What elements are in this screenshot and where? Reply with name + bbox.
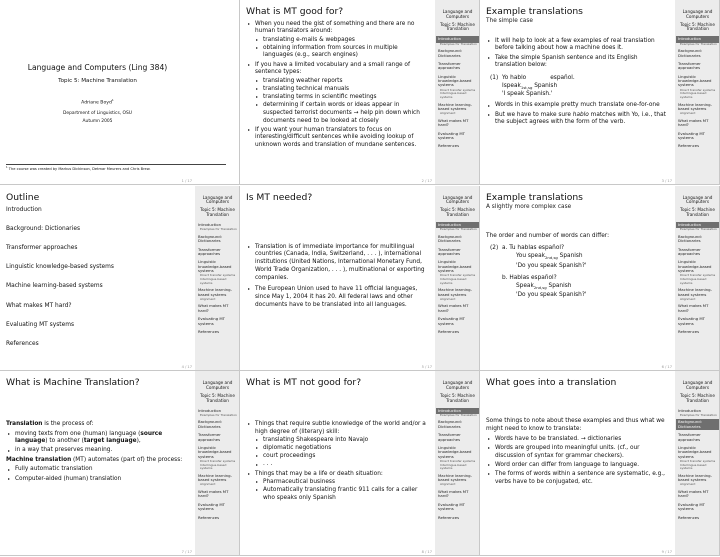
sidebar-header: [196, 196, 239, 218]
department: Department of Linguistics, OSU: [62, 110, 132, 116]
sidebar-header: [436, 381, 479, 403]
sidebar-subsection-link: Examples for Translation: [440, 227, 477, 232]
sidebar-subsection-link: Examples for Translation: [680, 227, 717, 232]
example-intro: The order and number of words can differ:: [486, 232, 610, 239]
gloss-subscript: 2nd,sg: [545, 255, 558, 261]
bullet-item: obtaining information from sources in multiple languages (e.g., search engines): [246, 45, 429, 60]
sidebar-section-link[interactable]: Background: Dictionaries: [676, 419, 719, 430]
sidebar-subsection-link: Interlingua-based systems: [200, 276, 227, 285]
sidebar-section-link[interactable]: Linguistic knowledge-based systems: [198, 444, 232, 459]
slide-content: [0, 371, 195, 556]
sidebar-section-link[interactable]: Transformer approaches: [678, 60, 701, 71]
bullet-item: Pharmaceutical business: [246, 479, 429, 487]
sidebar-section-link[interactable]: Evaluating MT systems: [678, 501, 705, 512]
sidebar-subsection-link: Alignment: [200, 482, 216, 487]
intro-text: Some things to note about these examples and thus what we might need to know to translate:: [486, 418, 665, 432]
slide-title: What is Machine Translation?: [6, 377, 140, 389]
sidebar-section-link[interactable]: Background: Dictionaries: [438, 48, 462, 58]
bullet-item: Take the simple Spanish sentence and its English translation below:: [486, 55, 669, 70]
page-number: 9 / 17: [661, 550, 672, 555]
slide-content: [480, 371, 675, 556]
bullet-list: [486, 436, 669, 487]
sidebar-section-link[interactable]: Introduction: [198, 407, 221, 413]
slide-content: [0, 186, 195, 371]
slide-2: [240, 0, 480, 185]
sidebar-section-link[interactable]: Transformer approaches: [198, 432, 221, 442]
sidebar-section-link[interactable]: References: [198, 514, 220, 520]
bullet-item: When you need the gist of something and there are no human translators around:: [246, 21, 429, 36]
sidebar-section-link[interactable]: Transformer approaches: [438, 60, 461, 71]
slide-title: Example translations: [486, 6, 583, 17]
sidebar-section-link[interactable]: References: [438, 143, 460, 149]
slide-6: [480, 186, 720, 371]
bullet-item: court proceedings: [246, 453, 429, 461]
spacer: [246, 204, 429, 240]
slide-title: Is MT needed?: [246, 191, 313, 203]
sidebar-section-link[interactable]: Introduction: [676, 222, 719, 228]
text: Words in this example pretty much translate one-for-one: [495, 102, 660, 109]
text: matches with Yo, i.e., that the subject agrees with the form of the verb.: [495, 111, 666, 126]
bullet-item: Things that may be a life or death situation:: [246, 471, 429, 479]
spacer: [246, 389, 429, 419]
example-number: (2): [490, 245, 499, 252]
word: Speak: [516, 282, 534, 289]
example-free-translation: 'I speak Spanish.': [502, 90, 553, 97]
bullet-item: translating Shakespeare into Navajo: [246, 437, 429, 445]
bullet-item: Things that require subtle knowledge of the world and/or a high degree of (literary) skill:: [246, 421, 429, 436]
word: español.: [550, 74, 575, 81]
sidebar-subsection-link: Alignment: [440, 482, 456, 487]
sidebar-course-title: Language and Computers: [682, 194, 713, 205]
outline-link[interactable]: What makes MT hard?: [6, 302, 72, 309]
outline-link[interactable]: Machine learning-based systems: [6, 283, 103, 290]
slide-8: [240, 371, 480, 556]
bullet-item: . . .: [246, 461, 429, 469]
slide-content: [0, 0, 195, 185]
bullet-item: If you have a limited vocabulary and a small range of sentence types:: [246, 62, 429, 77]
slide-sidebar: [675, 186, 720, 371]
sidebar-subsection-link: Direct transfer systems: [440, 273, 476, 278]
bullet-list: [246, 21, 429, 150]
bullet-item: The forms of words within a sentence are systematic, e.g., verbs have to be conjugated, etc.: [486, 471, 669, 486]
slide-title: What is MT good for?: [246, 6, 344, 17]
text: moving texts from one (human) language (: [15, 430, 141, 437]
footnote-marker: 1: [111, 98, 114, 102]
gloss-subscript: 2nd,sg: [533, 284, 547, 290]
word: speak: [503, 82, 521, 89]
page-number: 2 / 17: [421, 179, 432, 183]
outline-link[interactable]: References: [6, 340, 39, 347]
sidebar-header: [196, 381, 239, 403]
example-line: [486, 245, 669, 253]
author-name: Adriane Boyd$^1$: [81, 98, 114, 106]
sidebar-subsection-link: Examples for Translation: [680, 41, 717, 46]
slide-9: [480, 371, 720, 556]
page-number: 3 / 17: [661, 179, 672, 183]
sidebar-subsection-link: Direct transfer systems: [440, 87, 476, 92]
word: You speak: [516, 253, 546, 260]
sidebar-header: [676, 381, 719, 403]
sidebar-topic-title: Topic 5: Machine Translation: [680, 21, 715, 32]
example-gloss-line: [486, 283, 669, 291]
bullet-item: [486, 102, 669, 110]
bold-term: target language: [83, 438, 137, 445]
sidebar-subsection-link: Alignment: [680, 111, 696, 116]
slide-content: [240, 371, 435, 556]
sidebar-subsection-link: Direct transfer systems: [200, 458, 236, 463]
example-1: [486, 75, 669, 98]
page-number: 4 / 17: [181, 364, 192, 369]
bullet-item: translating terms in scientific meetings: [246, 94, 429, 102]
slide-title: What is MT not good for?: [246, 377, 362, 389]
word: Spanish: [557, 253, 583, 260]
sidebar-subsection-link: Alignment: [680, 296, 696, 301]
bullet-item: diplomatic negotiations: [246, 445, 429, 453]
slide-content: [240, 186, 435, 371]
sidebar-subsection-link: Alignment: [440, 296, 456, 301]
sidebar-section-link[interactable]: What makes MT hard?: [438, 489, 469, 499]
sidebar-section-link[interactable]: Introduction: [436, 222, 479, 228]
bullet-list: [246, 244, 429, 310]
outline-list: [6, 207, 189, 349]
page-number: 5 / 17: [421, 364, 432, 369]
example-a: [502, 245, 669, 253]
sidebar-topic-title: Topic 5: Machine Translation: [200, 207, 235, 218]
sidebar-subsection-link: Interlingua-based systems: [680, 276, 707, 285]
sidebar-section-link[interactable]: What makes MT hard?: [198, 303, 229, 313]
sidebar-topic-title: Topic 5: Machine Translation: [680, 392, 715, 403]
sidebar-section-link[interactable]: Evaluating MT systems: [198, 501, 225, 512]
sidebar-course-title: Language and Computers: [682, 380, 713, 391]
slide-sidebar: [435, 371, 480, 556]
text: ) to another (: [45, 438, 84, 445]
sidebar-subsection-link: Interlingua-based systems: [680, 462, 707, 471]
slide-content: [480, 186, 675, 371]
sidebar-section-link[interactable]: Evaluating MT systems: [198, 316, 225, 326]
example-label: b.: [502, 274, 510, 281]
sidebar-section-link[interactable]: What makes MT hard?: [198, 489, 229, 499]
page-number: 8 / 17: [421, 550, 432, 555]
slide-content: [480, 0, 675, 185]
sidebar-topic-title: Topic 5: Machine Translation: [200, 392, 235, 403]
slide-sidebar: [435, 186, 480, 371]
outline-link[interactable]: Introduction: [6, 206, 42, 213]
bullet-item: determining if certain words or ideas appear in suspected terrorist documents → help pin down which documents need to be looked at closely: [246, 102, 429, 125]
definition-lead: [6, 457, 189, 465]
spacer: [6, 389, 189, 419]
text: But we have to make sure: [495, 111, 573, 118]
sidebar-section-link[interactable]: What makes MT hard?: [438, 303, 469, 313]
sidebar-section-link[interactable]: References: [678, 328, 700, 334]
sidebar-section-link[interactable]: Transformer approaches: [678, 246, 701, 256]
example-spanish: [502, 75, 669, 83]
word: Yo hablo: [502, 74, 527, 81]
sidebar-topic-title: Topic 5: Machine Translation: [440, 392, 475, 403]
topic-subtitle: Topic 5: Machine Translation: [58, 78, 137, 84]
sidebar-subsection-link: Interlingua-based systems: [680, 91, 707, 99]
sidebar-section-link[interactable]: References: [198, 328, 220, 334]
sidebar-course-title: Language and Computers: [202, 380, 233, 391]
example-free-translation: 'Do you speak Spanish?': [516, 292, 587, 299]
page-number: 1 / 17: [181, 179, 192, 183]
bullet-item: translating e-mails & webpages: [246, 37, 429, 45]
sidebar-section-link[interactable]: Introduction: [436, 408, 479, 414]
sidebar-section-link[interactable]: Background: Dictionaries: [198, 233, 222, 244]
sidebar-course-title: Language and Computers: [682, 9, 713, 19]
slide-sidebar: [435, 0, 480, 185]
sidebar-section-link[interactable]: Evaluating MT systems: [438, 501, 465, 512]
sidebar-section-link[interactable]: Machine learning-based systems: [678, 101, 712, 111]
sidebar-section-link[interactable]: Linguistic knowledge-based systems: [438, 444, 472, 459]
sidebar-section-link[interactable]: References: [438, 514, 460, 520]
bold-term: Machine translation: [6, 457, 72, 464]
sidebar-section-link[interactable]: Linguistic knowledge-based systems: [678, 259, 712, 274]
sidebar-section-link[interactable]: Background: Dictionaries: [678, 48, 702, 58]
sidebar-course-title: Language and Computers: [442, 9, 473, 19]
bullet-item: [6, 447, 189, 455]
page-number: 6 / 17: [661, 364, 672, 369]
italic-text: hablo: [572, 111, 589, 118]
sidebar-header: [676, 10, 719, 32]
slide-4: [0, 186, 240, 371]
outline-link[interactable]: Background: Dictionaries: [6, 225, 81, 232]
bullet-list: [6, 431, 189, 456]
text: in a way that preserves meaning.: [15, 447, 113, 454]
bullet-item: Computer-aided (human) translation: [6, 476, 189, 484]
sidebar-subsection-link: Direct transfer systems: [200, 273, 236, 278]
text: (MT) automates (part of) the process:: [71, 457, 183, 464]
sidebar-section-link[interactable]: Background: Dictionaries: [438, 233, 462, 244]
footnote-text: The course was created by Markus Dickinson, Detmar Meurers and Chris Brew.: [7, 167, 151, 171]
sidebar-header: [436, 10, 479, 32]
sidebar-subsection-link: Examples for Translation: [440, 412, 477, 417]
sidebar-section-link[interactable]: Machine learning-based systems: [678, 472, 712, 483]
text: is the process of:: [42, 421, 94, 428]
bold-term: source language: [15, 430, 163, 445]
sidebar-subsection-link: Interlingua-based systems: [440, 91, 467, 99]
sidebar-course-title: Language and Computers: [442, 380, 473, 391]
sidebar-section-link[interactable]: What makes MT hard?: [678, 489, 709, 499]
sidebar-subsection-link: Interlingua-based systems: [200, 462, 227, 471]
sidebar-subsection-link: Direct transfer systems: [680, 458, 716, 463]
sidebar-section-link[interactable]: Introduction: [436, 36, 479, 42]
outline-link[interactable]: Linguistic knowledge-based systems: [6, 264, 114, 271]
slide-sidebar: [675, 371, 720, 556]
sidebar-course-title: Language and Computers: [202, 194, 233, 205]
definition-lead: [6, 421, 189, 429]
bullet-item: translating weather reports: [246, 78, 429, 86]
sidebar-header: [436, 196, 479, 218]
sidebar-section-link[interactable]: Background: Dictionaries: [198, 419, 222, 429]
sidebar-section-link[interactable]: Transformer approaches: [198, 246, 221, 256]
sidebar-section-link[interactable]: Evaluating MT systems: [438, 130, 465, 140]
slide-7: [0, 371, 240, 556]
sidebar-subsection-link: Examples for Translation: [680, 412, 717, 417]
sidebar-section-link[interactable]: Transformer approaches: [678, 432, 701, 442]
sidebar-section-link[interactable]: Background: Dictionaries: [438, 419, 462, 429]
slide-content: [240, 0, 435, 185]
example-number: (1): [490, 74, 499, 81]
page-number: 7 / 17: [181, 550, 192, 555]
sidebar-section-link[interactable]: Linguistic knowledge-based systems: [678, 73, 712, 88]
spacer: [486, 28, 669, 36]
sidebar-course-title: Language and Computers: [442, 194, 473, 205]
sidebar-section-link[interactable]: Transformer approaches: [438, 246, 461, 256]
slide-1: [0, 0, 240, 185]
bullet-item: Words have to be translated. → dictionaries: [486, 436, 669, 444]
sidebar-section-link[interactable]: Evaluating MT systems: [678, 130, 705, 140]
example-gloss-line: [486, 253, 669, 261]
bullet-item: Words are grouped into meaningful units. (cf., our discussion of syntax for grammar checkers).: [486, 445, 669, 460]
sidebar-section-link[interactable]: Evaluating MT systems: [438, 316, 465, 326]
bullet-item: Fully automatic translation: [6, 466, 189, 474]
bullet-item: translating technical manuals: [246, 86, 429, 94]
slide-title: What goes into a translation: [486, 377, 617, 389]
sidebar-section-link[interactable]: Introduction: [676, 36, 719, 42]
sidebar-topic-title: Topic 5: Machine Translation: [680, 207, 715, 218]
bullet-item: [486, 112, 669, 127]
sidebar-subsection-link: Interlingua-based systems: [440, 462, 467, 471]
sidebar-section-link[interactable]: References: [678, 143, 700, 149]
gloss-subscript: 1st,sg: [520, 84, 533, 90]
sidebar-section-link[interactable]: Machine learning-based systems: [438, 101, 472, 111]
slide-title: Example translations: [486, 191, 583, 203]
sidebar-subsection-link: Interlingua-based systems: [440, 276, 467, 285]
bullet-item: Word order can differ from language to language.: [486, 462, 669, 470]
word: Spanish: [532, 82, 558, 89]
bullet-item: Translation is of immediate importance for multilingual countries (Canada, India, Switzerland, . . . ), international institutions (United Nations, International Monetary Fund, World Trade Organization, . . . ), multinational or exporting companies.: [246, 244, 429, 283]
sidebar-section-link[interactable]: Evaluating MT systems: [678, 316, 705, 326]
sidebar-section-link[interactable]: Transformer approaches: [438, 432, 461, 442]
sidebar-section-link[interactable]: Machine learning-based systems: [438, 472, 472, 483]
sidebar-section-link[interactable]: Machine learning-based systems: [438, 287, 472, 297]
spacer: [486, 389, 669, 416]
example-spanish: Hablas español?: [509, 274, 557, 281]
bullet-list: [486, 38, 669, 70]
slide-title: Outline: [6, 191, 40, 203]
sidebar-subsection-link: Alignment: [200, 296, 216, 301]
sidebar-section-link[interactable]: Linguistic knowledge-based systems: [198, 259, 232, 274]
sidebar-subsection-link: Examples for Translation: [200, 412, 237, 417]
bullet-list: [486, 102, 669, 127]
example-line: [486, 75, 669, 83]
outline-link[interactable]: Evaluating MT systems: [6, 321, 75, 328]
slide-sidebar: [195, 186, 240, 371]
example-gloss-line: [486, 83, 669, 91]
sidebar-subsection-link: Direct transfer systems: [440, 458, 476, 463]
bullet-list: [6, 466, 189, 483]
sidebar-section-link[interactable]: Linguistic knowledge-based systems: [438, 259, 472, 274]
slide-subtitle: The simple case: [486, 18, 533, 25]
bold-term: Translation: [6, 421, 43, 428]
footnote-marker: 1: [6, 165, 8, 169]
text: ),: [136, 438, 141, 445]
spacer: [246, 18, 429, 19]
sidebar-section-link[interactable]: Machine learning-based systems: [198, 287, 232, 297]
footnote: [6, 164, 226, 171]
slide-sidebar: [675, 0, 720, 185]
term-date: Autumn 2005: [82, 118, 113, 124]
example-spanish: Tu hablas español?: [509, 245, 565, 252]
bullet-item: If you want your human translators to focus on interesting/difficult sentences while avoiding lookup of unknown words and translation of mundane sentences.: [246, 127, 429, 150]
example-b: [486, 275, 669, 283]
bullet-item: The European Union used to have 11 official languages, since May 1, 2004 it has 20. All federal laws and other documents have to be translated into all languages.: [246, 286, 429, 309]
course-title: Language and Computers (Ling 384): [27, 63, 168, 72]
example-2: [486, 245, 669, 300]
example-label: a.: [502, 245, 510, 252]
slide-subtitle: A slightly more complex case: [486, 203, 572, 210]
sidebar-section-link[interactable]: Linguistic knowledge-based systems: [678, 444, 712, 459]
sidebar-section-link[interactable]: References: [438, 328, 460, 334]
bullet-list: [246, 421, 429, 503]
sidebar-section-link[interactable]: Linguistic knowledge-based systems: [438, 73, 472, 88]
bullet-item: [6, 431, 189, 446]
example-free-translation: 'Do you speak Spanish?': [516, 263, 587, 270]
sidebar-section-link[interactable]: Machine learning-based systems: [678, 287, 712, 297]
sidebar-subsection-link: Examples for Translation: [440, 41, 477, 46]
sidebar-section-link[interactable]: References: [678, 514, 700, 520]
bullet-item: Automatically translating frantic 911 calls for a caller who speaks only Spanish: [246, 487, 429, 502]
sidebar-section-link[interactable]: Introduction: [198, 221, 221, 227]
bullet-item: It will help to look at a few examples of real translation before talking about how a machine does it.: [486, 38, 669, 53]
sidebar-section-link[interactable]: Background: Dictionaries: [678, 233, 702, 244]
sidebar-subsection-link: Examples for Translation: [200, 227, 237, 232]
word: Spanish: [546, 282, 572, 289]
slide-3: [480, 0, 720, 185]
outline-link[interactable]: Transformer approaches: [6, 245, 78, 252]
sidebar-topic-title: Topic 5: Machine Translation: [440, 21, 475, 32]
sidebar-subsection-link: Alignment: [440, 111, 456, 116]
sidebar-section-link[interactable]: What makes MT hard?: [678, 117, 709, 128]
sidebar-section-link[interactable]: Introduction: [678, 407, 701, 413]
slide-5: [240, 186, 480, 371]
word: I: [502, 82, 504, 89]
sidebar-section-link[interactable]: Machine learning-based systems: [198, 472, 232, 483]
sidebar-subsection-link: Direct transfer systems: [680, 87, 716, 92]
slide-sidebar: [195, 371, 240, 556]
spacer: [486, 214, 669, 231]
sidebar-topic-title: Topic 5: Machine Translation: [440, 207, 475, 218]
sidebar-section-link[interactable]: What makes MT hard?: [438, 117, 469, 128]
sidebar-section-link[interactable]: What makes MT hard?: [678, 303, 709, 313]
sidebar-header: [676, 196, 719, 218]
sidebar-subsection-link: Alignment: [680, 482, 696, 487]
sidebar-subsection-link: Direct transfer systems: [680, 273, 716, 278]
title-block: [6, 63, 189, 124]
